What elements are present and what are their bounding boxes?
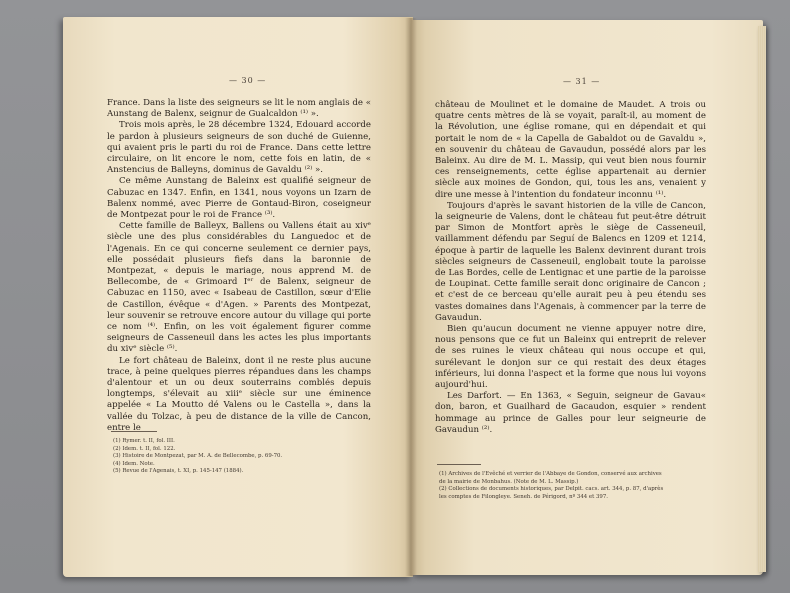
footnote: les comptes de Filongleye. Seneh. de Périgord, nº 344 et 397. xyxy=(439,493,608,500)
right-page xyxy=(411,20,763,575)
left-page xyxy=(63,17,413,577)
paragraph: Trois mois après, le 28 décembre 1324, Edouard accorde le pardon à plusieurs seigneurs de son duché de Guienne, qui avaient pris le parti du roi de France. Dans cette lettre circulaire, on lit encore le nom, cette fois en latin, de « Anstencius de Balleyns, dominus de Gavaldu ⁽²⁾ ». xyxy=(107,120,371,176)
body-text xyxy=(435,100,706,436)
footnote: (1) Archives de l'Evêché et verrier de l'Abbaye de Gondon, conservé aux archives xyxy=(439,471,662,477)
footnote: de la mairie de Monbahus. (Note de M. L. Massip.) xyxy=(439,478,579,485)
paragraph: Bien qu'aucun document ne vienne appuyer notre dire, nous pensons que ce fut un Baleinx qui entreprit de relever de ses ruines le vieux château qui nous occupe et qui, surélevant le donjon sur ce qui restait des deux étages inférieurs, lui donna l'aspect et la forme que nous lui voyons aujourd'hui. xyxy=(435,324,706,391)
footnote: (3) Histoire de Montpezat, par M. A. de Bellecombe, p. 69-70. xyxy=(113,453,283,460)
paragraph: France. Dans la liste des seigneurs se lit le nom anglais de « Aunstang de Balenx, seignur de Gualcaldon ⁽¹⁾ ». xyxy=(107,98,372,120)
footnote-rule xyxy=(111,431,157,432)
footnote: (4) Idem. Note. xyxy=(113,460,155,467)
paragraph: Cette famille de Balleyx, Ballens ou Vallens était au xivᵉ siècle une des plus considérables du Languedoc et de l'Agenais. En ce qui concerne seulement ce dernier pays, elle possédait plusieurs fiefs dans la baronnie de Montpezat, « depuis le mariage, nous apprend M. de Bellecombe, de « Grimoard Iᵉʳ de Balenx, seigneur de Cabuzac en 1150, avec « Isabeau de Castillon, sœur d'Elie de Castillon, évêque « d'Agen. » Parents des Montpezat, leur souvenir se retrouve encore autour du village qui porte ce nom ⁽⁴⁾. Enfin, on les voit également figurer comme seigneurs de Casseneuil dans les actes les plus importants du xivᵉ siècle ⁽⁵⁾. xyxy=(107,221,371,355)
paragraph: Toujours d'après le savant historien de la ville de Cancon, la seigneurie de Valens, dont le château fut peut-être détruit par Simon de Montfort après le siège de Casseneuil, vaillamment défendu par Seguí de Balencs en 1209 et 1214, époque à partir de laquelle les Balenx devinrent durant trois siècles seigneurs de Casseneuil, englobait toute la paroisse de Las Bordes, celle de Lentignac et une partie de la paroisse de Loupinat. Cette famille serait donc originaire de Cancon ; et c'est de ce berceau qu'elle aurait peu à peu étendu ses vastes domaines dans l'Agenais, à commencer par la terre de Gavaudun. xyxy=(435,200,706,323)
book-gutter xyxy=(405,18,417,576)
footnote: (5) Revue de l'Agenais, t. XI, p. 145-147 (1884). xyxy=(113,468,244,475)
footnotes xyxy=(439,471,663,501)
footnotes xyxy=(113,438,282,476)
body-text xyxy=(107,98,371,434)
footnote-rule xyxy=(437,464,481,465)
footnote: (2) Collections de documents historiques, par Delpit. cacs. art. 344, p. 87, d'après xyxy=(439,486,664,493)
footnote: (2) Idem. t. II, fol. 122. xyxy=(113,445,176,452)
page-edges xyxy=(758,26,766,572)
page-number: — 30 — xyxy=(229,76,267,85)
footnote: (1) Rymer. t. II, fol. III. xyxy=(113,438,175,444)
page-number: — 31 — xyxy=(563,77,601,86)
paragraph: Les Darfort. — En 1363, « Seguin, seigneur de Gavau« don, baron, et Guailhard de Gacaudon, esquier » rendent hommage au prince de Galles pour leur seigneurie de Gavaudun ⁽²⁾. xyxy=(435,391,706,435)
paragraph: château de Moulinet et le domaine de Maudet. A trois ou quatre cents mètres de là se voyait, paraît-il, au moment de la Révolution, une église romane, qui en dépendait et qui portait le nom de « la Capella de Gabaldot ou de Gavaldu », en souvenir du château de Gavaudun, possédé alors par les Baleinx. Au dire de M. L. Massip, qui veut bien nous fournir ces renseignements, cette église appartenait au dernier siècle aux moines de Gondon, qui, tous les ans, venaient y dire une messe à l'intention du fondateur inconnu ⁽¹⁾. xyxy=(435,100,706,200)
paragraph: Le fort château de Baleinx, dont il ne reste plus aucune trace, à peine quelques pierres répandues dans les champs d'alentour et un ou deux souterrains comblés depuis longtemps, s'élevait au xiiiᵉ siècle sur une éminence appelée « La Moutto dé Valens ou le Castella », dans la vallée du Tolzac, à peu de distance de la ville de Cancon, entre le xyxy=(107,355,371,433)
paragraph: Ce même Aunstang de Baleinx est qualifié seigneur de Cabuzac en 1347. Enfin, en 1341, nous voyons un Izarn de Balenx nommé, avec Pierre de Gontaud-Biron, coseigneur de Montpezat pour le roi de France ⁽³⁾. xyxy=(107,176,371,221)
